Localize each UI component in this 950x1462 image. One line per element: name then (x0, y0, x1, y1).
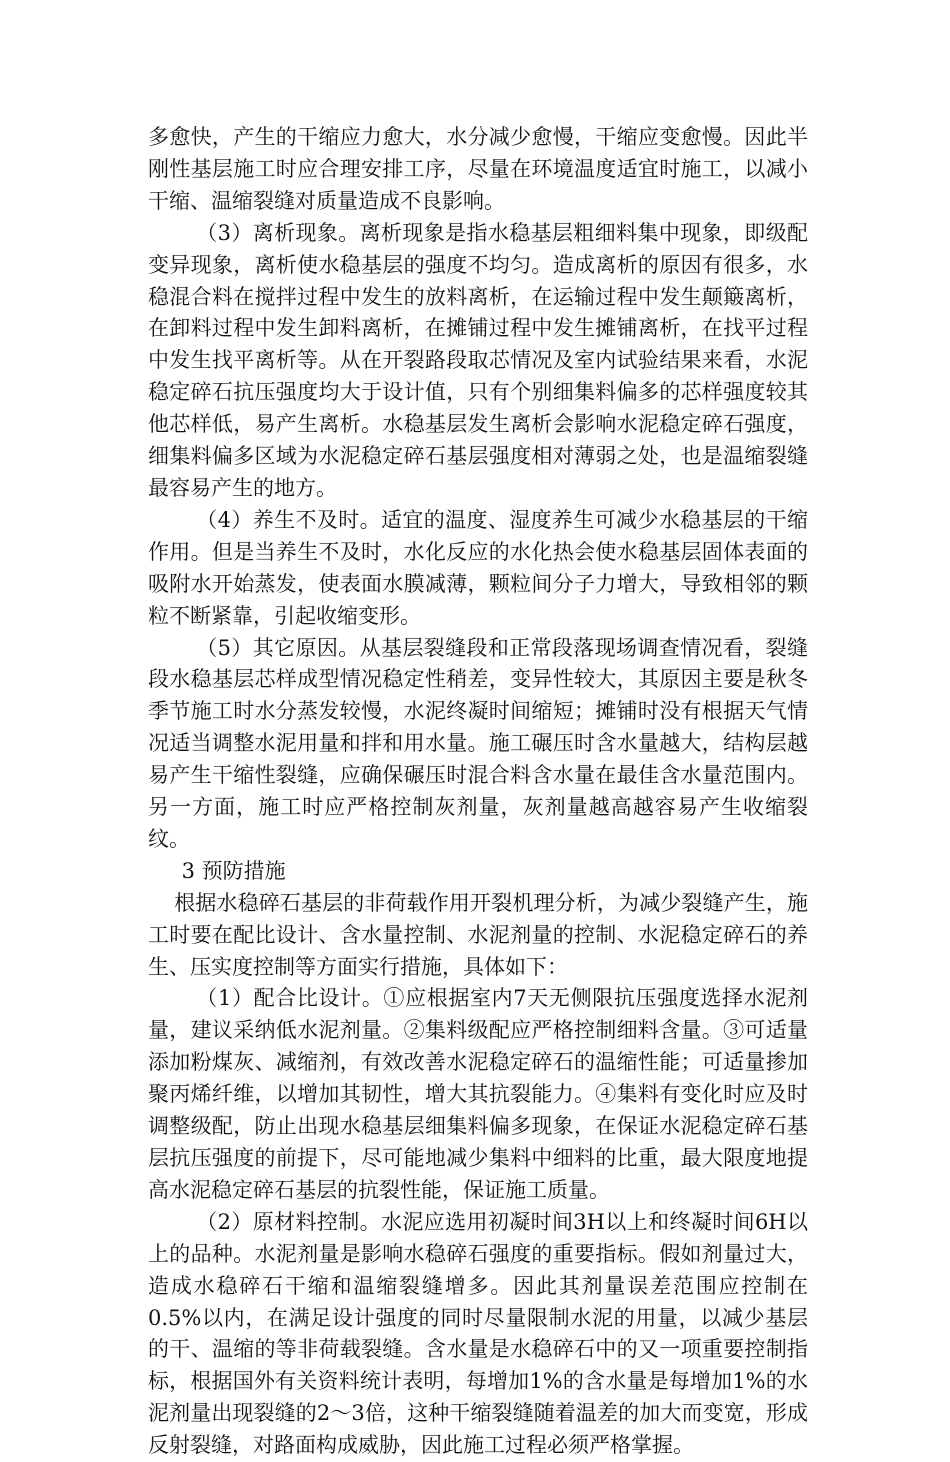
paragraph-raw-material: （2）原材料控制。水泥应选用初凝时间3H以上和终凝时间6H以上的品种。水泥剂量是影响水稳碎石强度的重要指标。假如剂量过大，造成水稳碎石干缩和温缩裂缝增多。因此其剂量误差范围应控制在0.5%以内，在满足设计强度的同时尽量限制水泥的用量，以减少基层的干、温缩的等非荷载裂缝。含水量是水稳碎石中的又一项重要控制指标，根据国外有关资料统计表明，每增加1%的含水量是每增加1%的水泥剂量出现裂缝的2～3倍，这种干缩裂缝随着温差的加大而变宽，形成反射裂缝，对路面构成威胁，因此施工过程必须严格掌握。 (148, 1209, 808, 1458)
paragraph-curing: （4）养生不及时。适宜的温度、湿度养生可减少水稳基层的干缩作用。但是当养生不及时，水化反应的水化热会使水稳基层固体表面的吸附水开始蒸发，使表面水膜减薄，颗粒间分子力增大，导致相邻的颗粒不断紧靠，引起收缩变形。 (148, 507, 808, 628)
paragraph-mix-design: （1）配合比设计。①应根据室内7天无侧限抗压强度选择水泥剂量，建议采纳低水泥剂量。②集料级配应严格控制细料含量。③可适量添加粉煤灰、减缩剂，有效改善水泥稳定碎石的温缩性能；可适量掺加聚丙烯纤维，以增加其韧性，增大其抗裂能力。④集料有变化时应及时调整级配，防止出现水稳基层细集料偏多现象，在保证水泥稳定碎石基层抗压强度的前提下，尽可能地减少集料中细料的比重，最大限度地提高水泥稳定碎石基层的抗裂性能，保证施工质量。 (148, 986, 808, 1202)
paragraph-other-reasons: （5）其它原因。从基层裂缝段和正常段落现场调查情况看，裂缝段水稳基层芯样成型情况稳定性稍差，变异性较大，其原因主要是秋冬季节施工时水分蒸发较慢，水泥终凝时间缩短；摊铺时没有根据天气情况适当调整水泥用量和拌和用水量。施工碾压时含水量越大，结构层越易产生干缩性裂缝，应确保碾压时混合料含水量在最佳含水量范围内。另一方面，施工时应严格控制灰剂量，灰剂量越高越容易产生收缩裂纹。 (148, 635, 808, 851)
section-heading-prevention: 3 预防措施 (181, 858, 286, 883)
paragraph-segregation: （3）离析现象。离析现象是指水稳基层粗细料集中现象，即级配变异现象，离析使水稳基层的强度不均匀。造成离析的原因有很多，水稳混合料在搅拌过程中发生的放料离析，在运输过程中发生颠簸离析，在卸料过程中发生卸料离析，在摊铺过程中发生摊铺离析，在找平过程中发生找平离析等。从在开裂路段取芯情况及室内试验结果来看，水泥稳定碎石抗压强度均大于设计值，只有个别细集料偏多的芯样强度较其他芯样低，易产生离析。水稳基层发生离析会影响水泥稳定碎石强度，细集料偏多区域为水泥稳定碎石基层强度相对薄弱之处，也是温缩裂缝最容易产生的地方。 (148, 220, 808, 500)
document-page (148, 122, 808, 1462)
paragraph-prevention-intro: 根据水稳碎石基层的非荷载作用开裂机理分析，为减少裂缝产生，施工时要在配比设计、含水量控制、水泥剂量的控制、水泥稳定碎石的养生、压实度控制等方面实行措施，具体如下： (148, 890, 808, 979)
paragraph-continuation: 多愈快，产生的干缩应力愈大，水分减少愈慢，干缩应变愈慢。因此半刚性基层施工时应合理安排工序，尽量在环境温度适宜时施工，以减小干缩、温缩裂缝对质量造成不良影响。 (148, 125, 808, 213)
